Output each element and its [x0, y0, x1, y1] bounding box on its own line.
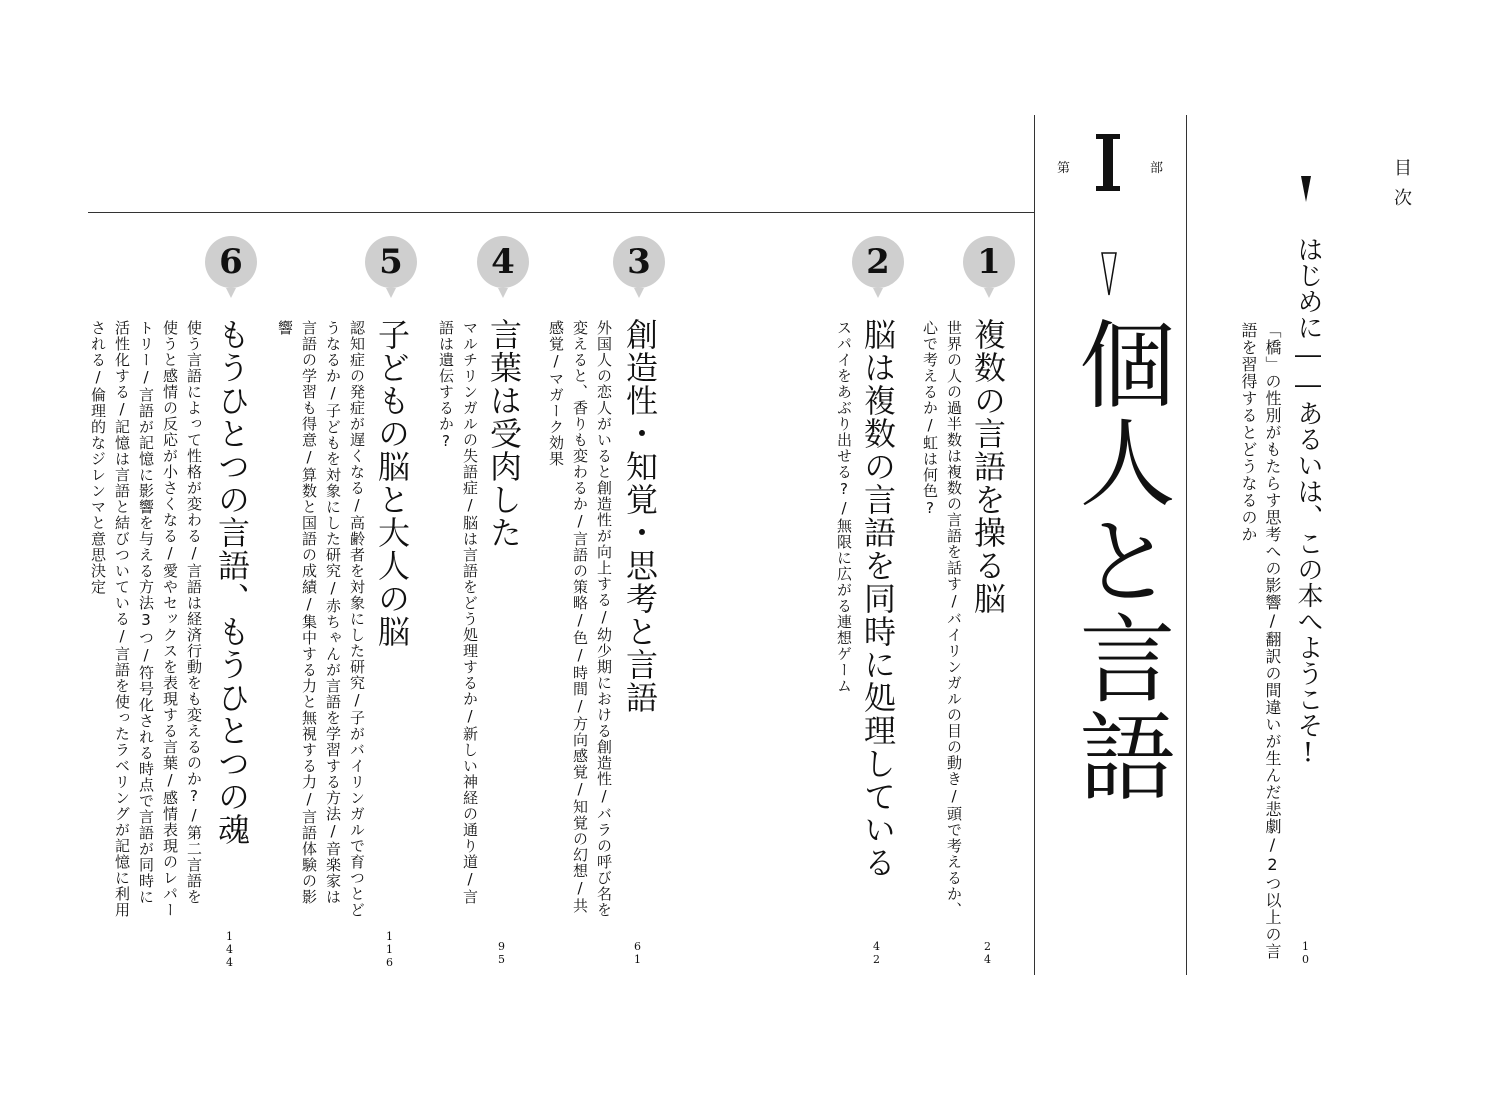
- part-divider: [1034, 115, 1035, 975]
- part-suffix: 部: [1150, 161, 1164, 176]
- chapter-1-title[interactable]: 複数の言語を操る脳: [969, 318, 1007, 615]
- chapter-2-page-number: 42: [870, 940, 883, 966]
- chapter-1-description: 世界の人の過半数は複数の言語を話す/バイリンガルの目の動き/頭で考えるか、心で考えるか/虹は何色?: [921, 320, 963, 918]
- toc-heading: 目次: [1391, 158, 1412, 218]
- chapter-5-title[interactable]: 子どもの脳と大人の脳: [373, 318, 411, 648]
- chapter-3-number-badge: 3: [613, 236, 665, 288]
- chapter-1-number-badge: 1: [963, 236, 1015, 288]
- part-numeral-icon: [1093, 132, 1123, 192]
- chapter-2-description: スパイをあぶり出せる?/無限に広がる連想ゲーム: [835, 320, 853, 694]
- chapter-6-number-badge: 6: [205, 236, 257, 288]
- intro-page-number: 10: [1299, 940, 1312, 966]
- part-prefix: 第: [1057, 161, 1071, 176]
- open-triangle-icon: [1101, 252, 1117, 296]
- right-column-divider: [1186, 115, 1187, 975]
- chapter-4-title[interactable]: 言葉は受肉した: [485, 318, 523, 549]
- chapter-5-page-number: 116: [383, 930, 396, 969]
- intro-description: 「橋」の性別がもたらす思考への影響/翻訳の間違いが生んだ悲劇/2つ以上の言語を習得するとどうなるのか: [1239, 322, 1282, 960]
- chapter-6-page-number: 144: [223, 930, 236, 969]
- chapter-2-number-badge: 2: [852, 236, 904, 288]
- part-title: 個人と言語: [1064, 315, 1176, 805]
- part-header-rule: [88, 212, 1035, 213]
- chapter-1-page-number: 24: [981, 940, 994, 966]
- chapter-4-number-badge: 4: [477, 236, 529, 288]
- chapter-3-description: 外国人の恋人がいると創造性が向上する/幼少期における創造性/バラの呼び名を変えると、香りも変わるか/言語の策略/色/時間/方向感覚/知覚の幻想/共感覚/マガーク効果: [547, 320, 613, 918]
- chapter-5-number-badge: 5: [365, 236, 417, 288]
- intro-title[interactable]: はじめに――あるいは、この本へようこそ!: [1293, 236, 1323, 768]
- chapter-2-title[interactable]: 脳は複数の言語を同時に処理している: [859, 318, 897, 879]
- chapter-4-page-number: 95: [495, 940, 508, 966]
- chapter-6-title[interactable]: もうひとつの言語、もうひとつの魂: [213, 318, 251, 846]
- chapter-4-description: マルチリンガルの失語症/脳は言語をどう処理するか/新しい神経の通り道/言語は遺伝するか?: [437, 320, 479, 905]
- chapter-5-description: 認知症の発症が遅くなる/高齢者を対象にした研究/子がバイリンガルで育つとどうなるか/子どもを対象にした研究/赤ちゃんが言語を学習する方法/音楽家は言語の学習も得意/算数と国語の成績/集中する力と無視する力/言語体験の影響: [276, 320, 366, 918]
- chapter-3-page-number: 61: [631, 940, 644, 966]
- chapter-3-title[interactable]: 創造性・知覚・思考と言語: [621, 318, 659, 714]
- intro-marker-icon: [1301, 176, 1311, 202]
- chapter-6-description: 使う言語によって性格が変わる/言語は経済行動をも変えるのか?/第二言語を使うと感情の反応が小さくなる/愛やセックスを表現する言葉/感情表現のレパートリー/言語が記憶に影響を与える方法3つ/符号化される時点で言語が同時に活性化する/記憶は言語と結びついている/言語を使ったラベリングが記憶に利用される/倫理的なジレンマと意思決定: [89, 320, 203, 918]
